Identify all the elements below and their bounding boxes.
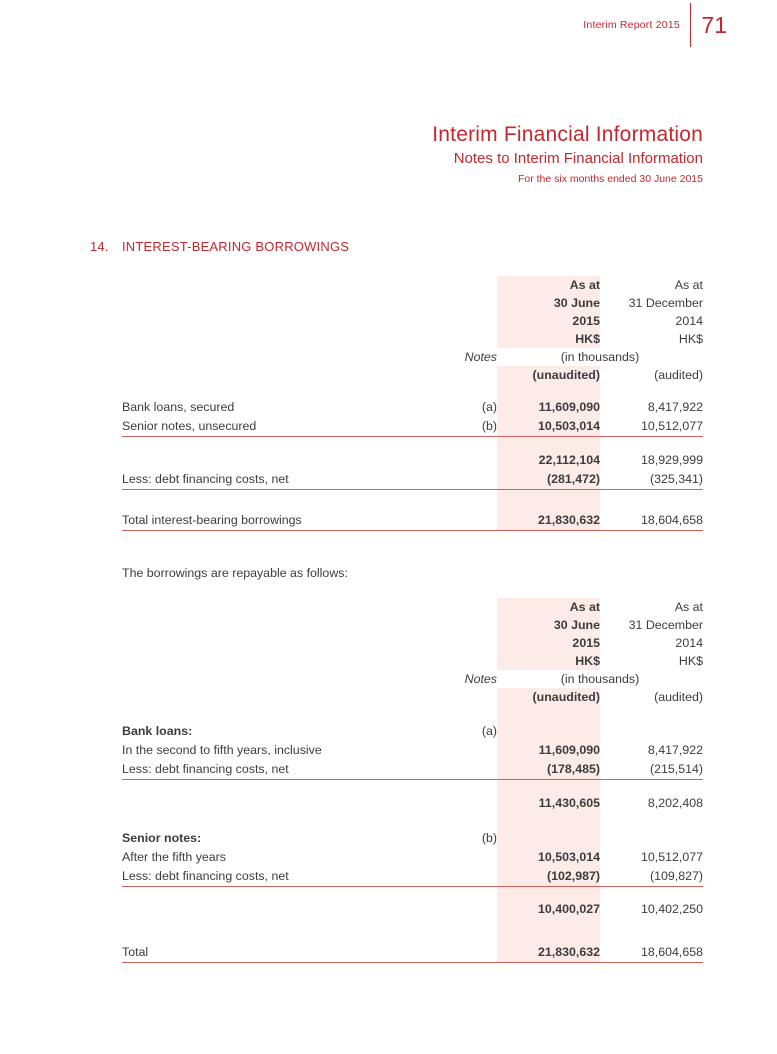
header-current: 2015 (497, 634, 600, 652)
value-prior (600, 722, 703, 741)
row-note (427, 760, 497, 780)
table-row (122, 867, 703, 887)
row-label: Less: debt financing costs, net (122, 470, 427, 490)
row-note (427, 794, 497, 813)
row-note (427, 939, 497, 962)
period-label: For the six months ended 30 June 2015 (517, 173, 703, 185)
spacer-row (122, 384, 703, 398)
header-current: As at (497, 276, 600, 294)
table-header-row (122, 312, 703, 330)
table-row (122, 741, 703, 760)
header-current: 30 June (497, 294, 600, 312)
value-prior: 10,512,077 (640, 849, 703, 864)
title-block (432, 123, 703, 186)
page-number: 71 (701, 11, 727, 38)
table-row (122, 848, 703, 867)
value-current: (178,485) (497, 760, 600, 780)
table-row (122, 398, 703, 417)
table-header-row (122, 276, 703, 294)
table-row (122, 900, 703, 919)
value-current: 11,430,605 (497, 794, 600, 813)
row-label: Total (122, 939, 427, 962)
value-prior: (325,341) (600, 470, 703, 490)
value-current (497, 722, 600, 741)
notes-column-header: Notes (464, 672, 497, 686)
value-current: 21,830,632 (497, 939, 600, 962)
audited-label: (audited) (654, 368, 703, 382)
value-prior: 18,604,658 (600, 507, 703, 530)
value-current: 11,609,090 (497, 741, 600, 760)
row-label (122, 900, 427, 919)
table-row (122, 760, 703, 780)
table-header-row (122, 688, 703, 706)
in-thousands-label: (in thousands) (560, 350, 640, 364)
value-prior: (109,827) (600, 867, 703, 887)
spacer-row (122, 489, 703, 507)
row-label: Bank loans: (122, 724, 193, 738)
report-title-label: Interim Report 2015 (583, 19, 680, 31)
table-header-row (122, 366, 703, 384)
header-current: HK$ (497, 652, 600, 670)
value-prior: 10,512,077 (600, 417, 703, 437)
in-thousands-label: (in thousands) (560, 672, 640, 686)
table-header-row (122, 598, 703, 616)
table-row (122, 829, 703, 848)
spacer-row (122, 780, 703, 794)
header-current: HK$ (497, 330, 600, 348)
value-current: 10,503,014 (497, 848, 600, 867)
row-note: (a) (481, 400, 497, 414)
row-label: In the second to fifth years, inclusive (122, 743, 322, 757)
value-prior: 18,929,999 (640, 452, 703, 467)
row-note (427, 451, 497, 470)
row-note (427, 741, 497, 760)
value-current: 10,400,027 (497, 900, 600, 919)
table-header-row (122, 670, 703, 688)
row-note: (b) (481, 830, 497, 845)
row-note (427, 507, 497, 530)
value-prior: 10,402,250 (640, 902, 703, 916)
header-prior: HK$ (678, 332, 703, 346)
row-label: Senior notes, unsecured (122, 417, 427, 437)
table-row-total (122, 507, 703, 530)
row-note: (b) (427, 417, 497, 437)
value-current: 10,503,014 (497, 417, 600, 437)
header-prior: HK$ (678, 654, 703, 668)
header-prior: As at (674, 278, 703, 292)
table-header-row (122, 616, 703, 634)
table-header-row (122, 652, 703, 670)
header-prior: 31 December (628, 296, 703, 310)
spacer-row (122, 437, 703, 451)
header-current: As at (497, 598, 600, 616)
spacer-row (122, 919, 703, 939)
row-note (427, 848, 497, 867)
row-label: Less: debt financing costs, net (122, 760, 427, 780)
header-prior: 2014 (675, 314, 703, 328)
table-header-row (122, 294, 703, 312)
unaudited-label: (unaudited) (497, 366, 600, 384)
spacer-row (122, 813, 703, 829)
row-label: Senior notes: (122, 830, 202, 845)
row-label (122, 794, 427, 813)
header-current: 2015 (497, 312, 600, 330)
value-prior: 8,202,408 (647, 795, 703, 810)
section-heading (90, 239, 349, 254)
value-current: 11,609,090 (497, 398, 600, 417)
table-row (122, 794, 703, 813)
spacer-row (122, 886, 703, 900)
table-row (122, 417, 703, 437)
value-prior: 18,604,658 (600, 939, 703, 962)
document-subtitle: Notes to Interim Financial Information (453, 150, 703, 167)
value-current: (281,472) (497, 470, 600, 490)
table-header-row (122, 348, 703, 366)
section-title: INTEREST-BEARING BORROWINGS (122, 239, 350, 254)
table-row (122, 470, 703, 490)
spacer-row (122, 706, 703, 722)
value-current: 21,830,632 (497, 507, 600, 530)
document-title: Interim Financial Information (432, 123, 703, 146)
value-current (497, 829, 600, 848)
value-prior: 8,417,922 (647, 400, 703, 414)
section-number: 14. (90, 239, 109, 254)
borrowings-summary-table (122, 276, 703, 531)
row-label: Bank loans, secured (122, 400, 235, 414)
row-note: (a) (481, 724, 497, 738)
notes-column-header: Notes (464, 350, 497, 364)
row-label: Total interest-bearing borrowings (122, 507, 427, 530)
table-row (122, 451, 703, 470)
header-prior: 31 December (628, 618, 703, 632)
row-label (122, 451, 427, 470)
header-current: 30 June (497, 616, 600, 634)
value-prior: 8,417,922 (647, 743, 703, 757)
row-note (427, 867, 497, 887)
audited-label: (audited) (654, 690, 703, 704)
row-note (427, 900, 497, 919)
row-note (427, 470, 497, 490)
header-prior: As at (674, 600, 703, 614)
table-header-row (122, 634, 703, 652)
value-prior (600, 829, 703, 848)
value-current: 22,112,104 (497, 451, 600, 470)
repayable-intro-text: The borrowings are repayable as follows: (122, 566, 348, 580)
value-current: (102,987) (497, 867, 600, 887)
table-row-total (122, 939, 703, 962)
header-prior: 2014 (675, 636, 703, 650)
page-running-head (583, 3, 727, 47)
header-divider (690, 3, 692, 47)
table-header-row (122, 330, 703, 348)
row-label: Less: debt financing costs, net (122, 867, 427, 887)
borrowings-repayment-table (122, 598, 703, 963)
table-row (122, 722, 703, 741)
row-label: After the fifth years (122, 849, 226, 864)
unaudited-label: (unaudited) (497, 688, 600, 706)
value-prior: (215,514) (600, 760, 703, 780)
